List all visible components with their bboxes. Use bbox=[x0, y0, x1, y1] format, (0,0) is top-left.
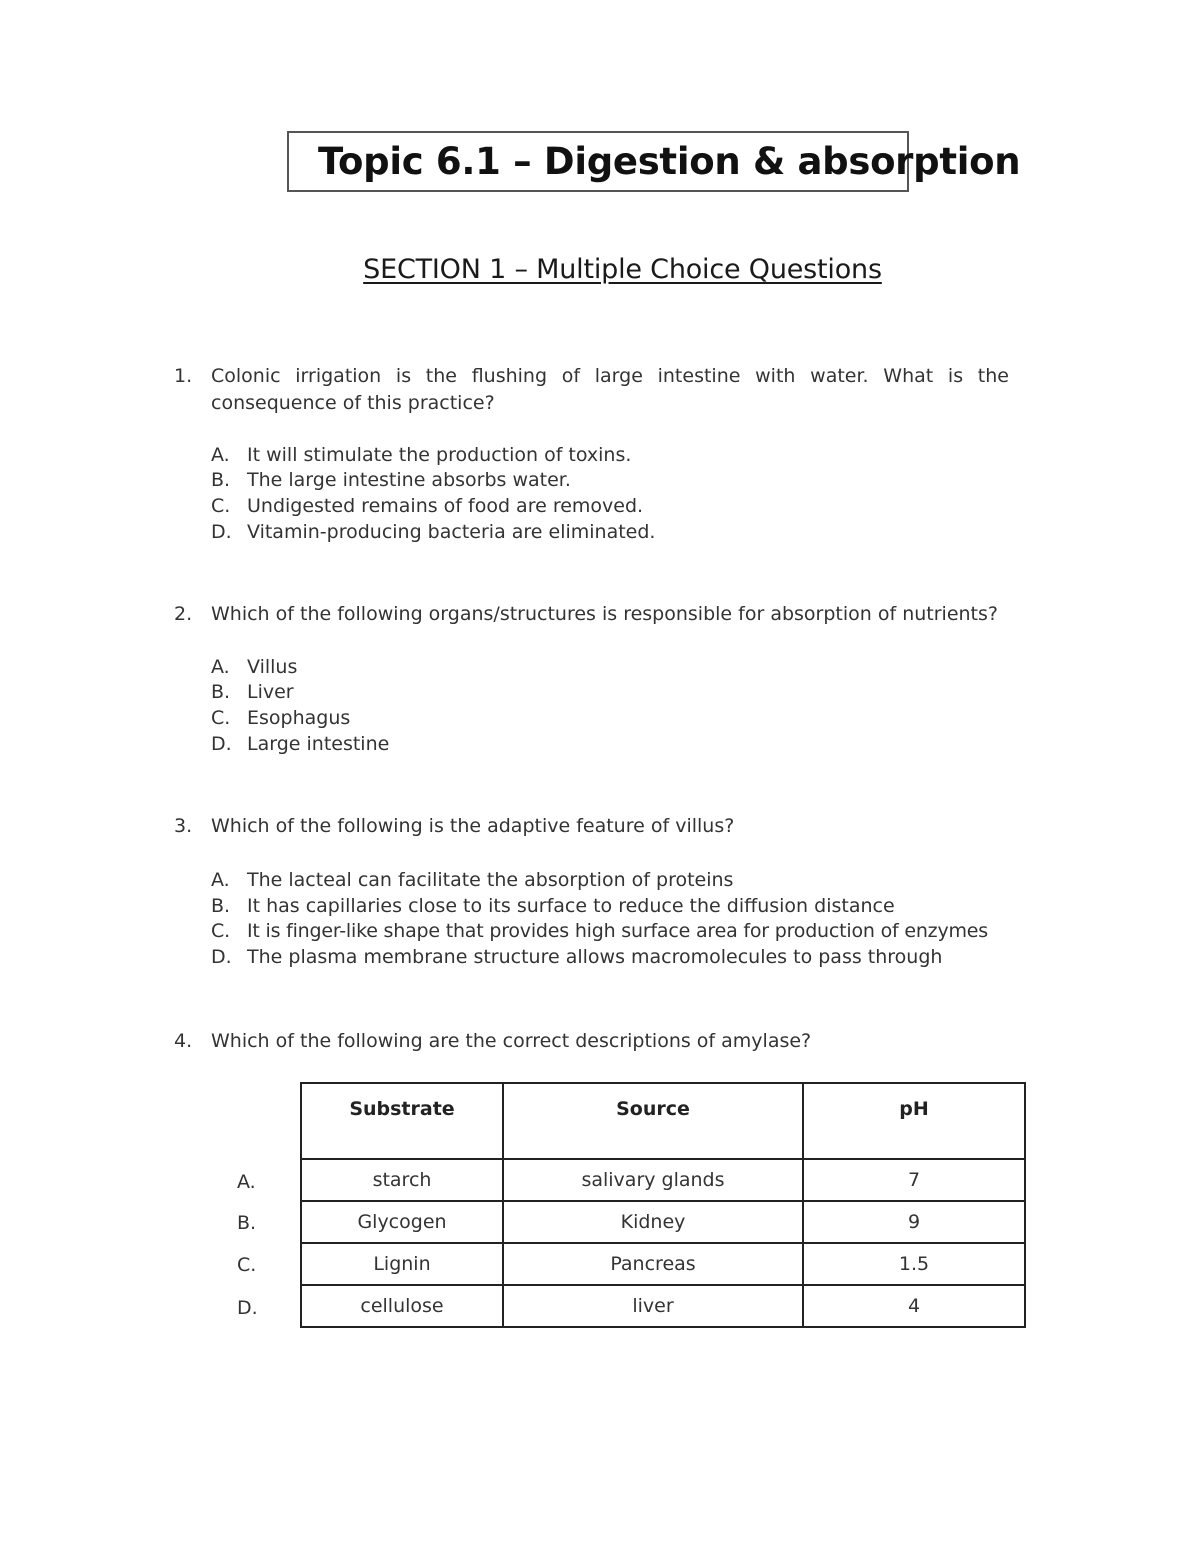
option-c bbox=[211, 706, 350, 731]
option-letter: D. bbox=[211, 733, 232, 755]
cell-substrate: cellulose bbox=[301, 1285, 503, 1327]
header-source: Source bbox=[503, 1083, 803, 1159]
question-text: Which of the following is the adaptive feature of villus? bbox=[211, 815, 735, 837]
option-letter: B. bbox=[211, 681, 231, 703]
row-letter-d: D. bbox=[237, 1297, 258, 1319]
cell-source: salivary glands bbox=[503, 1159, 803, 1201]
option-letter: A. bbox=[211, 444, 230, 466]
option-letter: C. bbox=[211, 707, 231, 729]
option-letter: C. bbox=[211, 920, 230, 942]
option-text: Esophagus bbox=[247, 707, 351, 729]
row-letter-c: C. bbox=[237, 1254, 257, 1276]
question-number: 4. bbox=[174, 1030, 193, 1052]
option-text: Liver bbox=[247, 681, 294, 703]
option-text: The lacteal can facilitate the absorption of proteins bbox=[247, 869, 734, 891]
amylase-table bbox=[300, 1082, 1026, 1328]
option-letter: A. bbox=[211, 869, 230, 891]
row-letter-b: B. bbox=[237, 1212, 257, 1234]
option-d bbox=[211, 945, 942, 970]
question-number: 3. bbox=[174, 815, 193, 837]
option-b bbox=[211, 468, 571, 493]
option-letter: C. bbox=[211, 495, 231, 517]
cell-substrate: starch bbox=[301, 1159, 503, 1201]
option-letter: D. bbox=[211, 946, 232, 968]
cell-source: Kidney bbox=[503, 1201, 803, 1243]
option-text: It is finger-like shape that provides high surface area for production of enzymes bbox=[247, 920, 988, 942]
cell-substrate: Lignin bbox=[301, 1243, 503, 1285]
question-text: Which of the following organs/structures is responsible for absorption of nutrients? bbox=[211, 603, 998, 625]
option-text: Large intestine bbox=[247, 733, 390, 755]
cell-ph: 7 bbox=[803, 1159, 1025, 1201]
option-a bbox=[211, 868, 733, 893]
table-row bbox=[301, 1159, 1025, 1201]
option-b bbox=[211, 680, 294, 705]
option-text: Villus bbox=[247, 656, 298, 678]
cell-ph: 4 bbox=[803, 1285, 1025, 1327]
option-letter: B. bbox=[211, 469, 231, 491]
option-text: Undigested remains of food are removed. bbox=[247, 495, 644, 517]
table-header-row bbox=[301, 1083, 1025, 1159]
row-letter-a: A. bbox=[237, 1171, 256, 1193]
cell-source: liver bbox=[503, 1285, 803, 1327]
table-row bbox=[301, 1201, 1025, 1243]
table-row bbox=[301, 1243, 1025, 1285]
option-text: The plasma membrane structure allows macromolecules to pass through bbox=[247, 946, 943, 968]
option-c bbox=[211, 494, 643, 519]
table-row bbox=[301, 1285, 1025, 1327]
option-text: Vitamin-producing bacteria are eliminated. bbox=[247, 521, 656, 543]
option-text: The large intestine absorbs water. bbox=[247, 469, 571, 491]
option-letter: A. bbox=[211, 656, 230, 678]
cell-source: Pancreas bbox=[503, 1243, 803, 1285]
header-ph: pH bbox=[803, 1083, 1025, 1159]
cell-ph: 1.5 bbox=[803, 1243, 1025, 1285]
section-heading: SECTION 1 – Multiple Choice Questions bbox=[363, 254, 882, 285]
question-text: Which of the following are the correct descriptions of amylase? bbox=[211, 1030, 812, 1052]
option-c bbox=[211, 919, 988, 944]
header-substrate: Substrate bbox=[301, 1083, 503, 1159]
option-letter: B. bbox=[211, 895, 231, 917]
option-a bbox=[211, 655, 297, 680]
cell-substrate: Glycogen bbox=[301, 1201, 503, 1243]
option-d bbox=[211, 732, 389, 757]
option-letter: D. bbox=[211, 521, 232, 543]
question-text: Colonic irrigation is the flushing of large intestine with water. What is the consequence of this practice? bbox=[211, 365, 1009, 414]
page-title: Topic 6.1 – Digestion & absorption bbox=[318, 140, 1021, 183]
option-b bbox=[211, 894, 895, 919]
question-number: 2. bbox=[174, 603, 193, 625]
option-text: It has capillaries close to its surface to reduce the diffusion distance bbox=[247, 895, 895, 917]
option-a bbox=[211, 443, 631, 468]
cell-ph: 9 bbox=[803, 1201, 1025, 1243]
option-text: It will stimulate the production of toxins. bbox=[247, 444, 632, 466]
question-number: 1. bbox=[174, 365, 193, 387]
option-d bbox=[211, 520, 655, 545]
